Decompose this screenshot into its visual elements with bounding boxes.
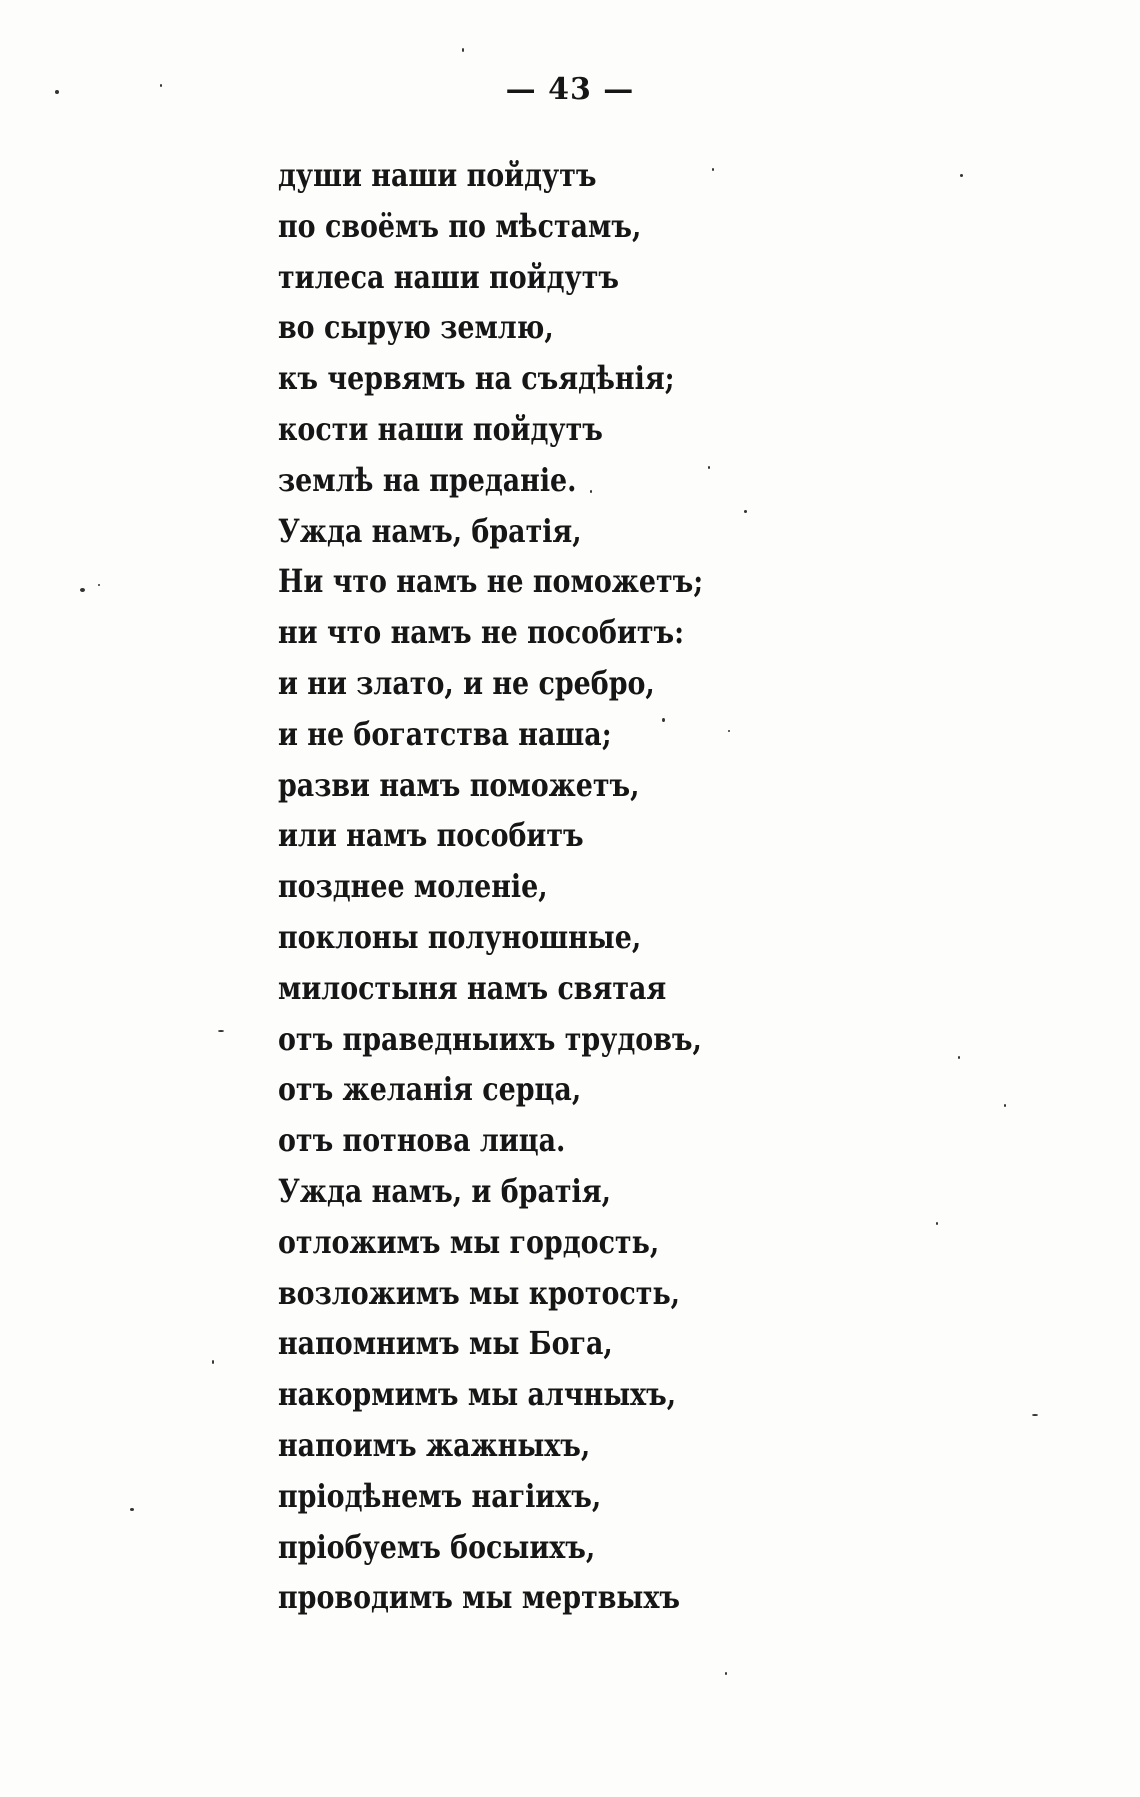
scan-speck bbox=[1032, 1414, 1038, 1416]
poem-line: поклоны полуношные, bbox=[278, 917, 642, 956]
scan-speck bbox=[218, 1030, 224, 1032]
poem-line: и ни злато, и не сребро, bbox=[278, 663, 655, 702]
poem-line: напоимъ жажныхъ, bbox=[278, 1425, 591, 1464]
poem-line: по своёмъ по мѣстамъ, bbox=[278, 206, 642, 245]
scan-speck bbox=[130, 1508, 134, 1511]
scan-speck bbox=[98, 584, 100, 586]
scan-speck bbox=[462, 48, 464, 52]
poem-line: ни что намъ не пособитъ: bbox=[278, 613, 685, 652]
poem-line: тилеса наши пойдутъ bbox=[278, 257, 620, 296]
poem-line: Ужда намъ, и братія, bbox=[278, 1171, 611, 1210]
poem-line: милостыня намъ святая bbox=[278, 968, 667, 1007]
poem-line: отъ потнова лица. bbox=[278, 1121, 566, 1160]
scan-speck bbox=[662, 718, 665, 722]
poem-line: отложимъ мы гордость, bbox=[278, 1222, 660, 1261]
scan-speck bbox=[80, 588, 85, 592]
poem-line: Ни что намъ не поможетъ; bbox=[278, 562, 704, 601]
scan-speck bbox=[712, 168, 714, 171]
scan-speck bbox=[160, 84, 162, 87]
scan-speck bbox=[212, 1360, 214, 1364]
poem-line: возложимъ мы кротость, bbox=[278, 1273, 681, 1312]
poem-line: Ужда намъ, братія, bbox=[278, 511, 582, 550]
poem-line: къ червямъ на съядѣнія; bbox=[278, 359, 675, 398]
poem-line: отъ желанія серца, bbox=[278, 1070, 582, 1109]
poem-line: пріобуемъ босыихъ, bbox=[278, 1527, 596, 1566]
scan-speck bbox=[958, 1056, 960, 1059]
poem-line: или намъ пособитъ bbox=[278, 816, 584, 855]
poem-line: во сырую землю, bbox=[278, 308, 554, 347]
scan-speck bbox=[936, 1222, 938, 1225]
poem-line: разви намъ поможетъ, bbox=[278, 765, 640, 804]
poem-line: и не богатства наша; bbox=[278, 714, 612, 753]
scan-speck bbox=[744, 510, 747, 513]
scan-speck bbox=[55, 90, 59, 94]
poem-line: напомнимъ мы Бога, bbox=[278, 1324, 613, 1363]
poem-line: пріодѣнемъ нагіихъ, bbox=[278, 1476, 602, 1515]
poem-line: души наши пойдутъ bbox=[278, 156, 597, 194]
poem-line: отъ праведныихъ трудовъ, bbox=[278, 1019, 702, 1058]
page-number: — 43 — bbox=[505, 72, 635, 107]
poem-text bbox=[278, 150, 978, 1623]
scan-speck bbox=[1004, 1104, 1006, 1107]
poem-line: кости наши пойдутъ bbox=[278, 409, 603, 448]
scan-speck bbox=[590, 490, 592, 493]
scan-speck bbox=[960, 174, 963, 177]
scan-speck bbox=[708, 466, 710, 469]
poem-line: накормимъ мы алчныхъ, bbox=[278, 1375, 677, 1414]
scan-speck bbox=[728, 730, 730, 732]
poem-line: землѣ на преданіе. bbox=[278, 460, 577, 499]
poem-line: проводимъ мы мертвыхъ bbox=[278, 1578, 681, 1617]
scan-speck bbox=[725, 1672, 727, 1675]
poem-line: позднее моленіе, bbox=[278, 867, 548, 906]
